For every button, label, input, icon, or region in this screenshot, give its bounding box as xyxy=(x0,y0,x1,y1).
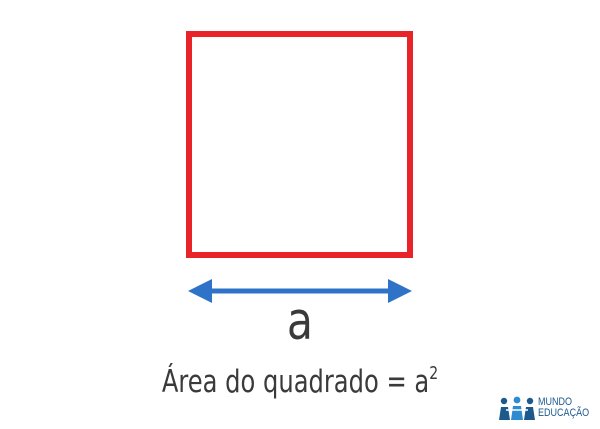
brand-logo xyxy=(498,394,594,424)
area-formula-exponent: 2 xyxy=(429,363,439,384)
logo-text-line1: MUNDO xyxy=(538,396,573,408)
side-length-label: a xyxy=(286,292,314,352)
people-group-icon xyxy=(498,396,536,422)
arrow-head-right-icon xyxy=(388,279,412,303)
area-formula-text: Área do quadrado = a xyxy=(161,364,430,400)
logo-text-line2: EDUCAÇÃO xyxy=(538,407,590,419)
area-formula xyxy=(160,360,441,404)
arrow-head-left-icon xyxy=(188,279,212,303)
